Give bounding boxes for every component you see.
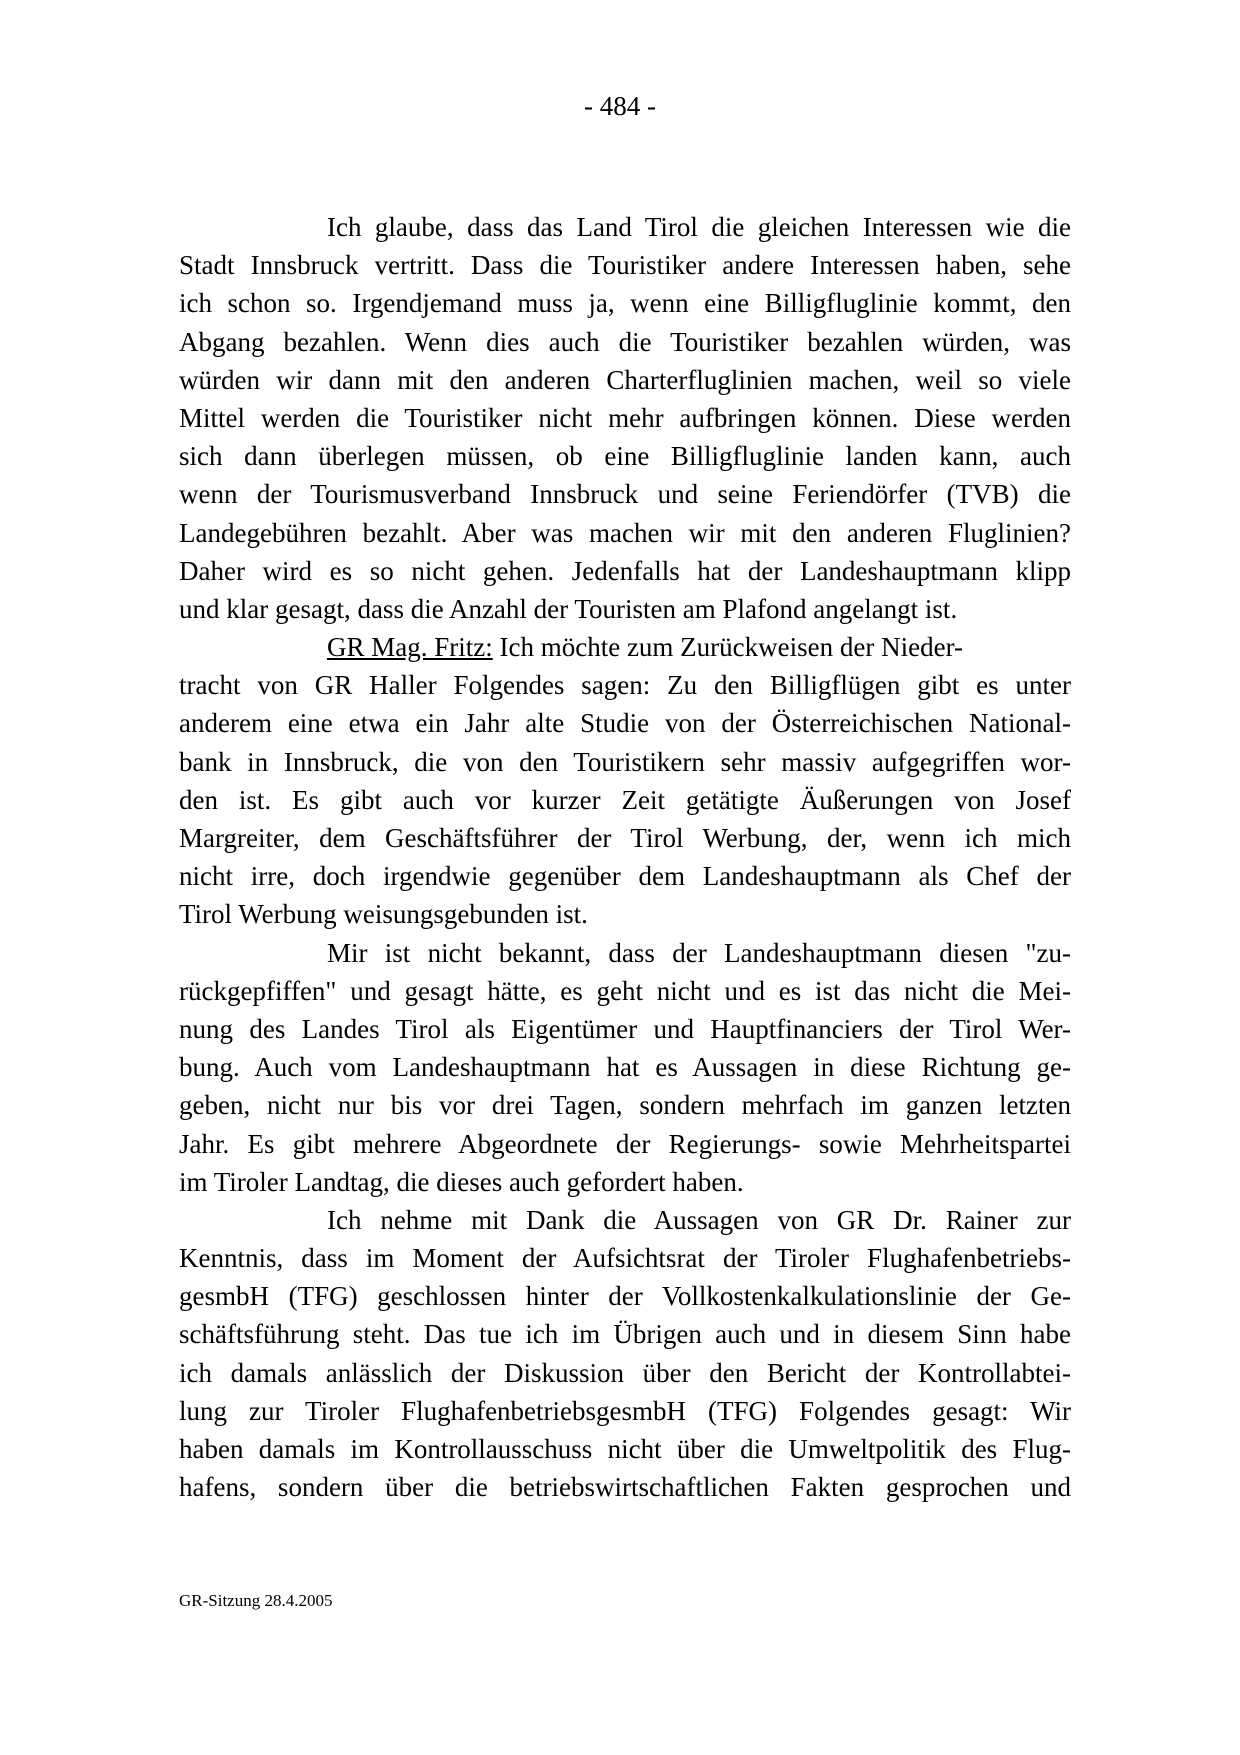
text-line: geben, nicht nur bis vor drei Tagen, sondern mehrfach im ganzen letzten bbox=[179, 1090, 1071, 1121]
page-footer: GR-Sitzung 28.4.2005 bbox=[179, 1591, 333, 1610]
text-line: bank in Innsbruck, die von den Touristikern sehr massiv aufgegriffen wor- bbox=[179, 746, 1071, 777]
text-line: ich schon so. Irgendjemand muss ja, wenn eine Billigfluglinie kommt, den bbox=[179, 288, 1071, 319]
text-line: nicht irre, doch irgendwie gegenüber dem Landeshauptmann als Chef der bbox=[179, 861, 1071, 892]
page-number: - 484 - bbox=[584, 91, 656, 121]
text-line: den ist. Es gibt auch vor kurzer Zeit getätigte Äußerungen von Josef bbox=[179, 784, 1071, 815]
text-line: gesmbH (TFG) geschlossen hinter der Vollkostenkalkulationslinie der Ge- bbox=[179, 1281, 1071, 1312]
text-line: nung des Landes Tirol als Eigentümer und Hauptfinanciers der Tirol Wer- bbox=[179, 1013, 1071, 1044]
text-line: Tirol Werbung weisungsgebunden ist. bbox=[179, 899, 588, 930]
text-line: bung. Auch vom Landeshauptmann hat es Aussagen in diese Richtung ge- bbox=[179, 1052, 1071, 1083]
text-line: Mir ist nicht bekannt, dass der Landeshauptmann diesen "zu- bbox=[327, 937, 1071, 968]
text-line: Kenntnis, dass im Moment der Aufsichtsrat der Tiroler Flughafenbetriebs- bbox=[179, 1243, 1071, 1274]
text-line: Stadt Innsbruck vertritt. Dass die Touristiker andere Interessen haben, sehe bbox=[179, 250, 1071, 281]
speaker-name: GR Mag. Fritz: bbox=[327, 632, 493, 663]
text-line: würden wir dann mit den anderen Charterfluglinien machen, weil so viele bbox=[179, 364, 1071, 395]
paragraph-1 bbox=[179, 208, 1071, 628]
text-line: schäftsführung steht. Das tue ich im Übrigen auch und in diesem Sinn habe bbox=[179, 1319, 1071, 1350]
text-line: ich damals anlässlich der Diskussion über den Bericht der Kontrollabtei- bbox=[179, 1357, 1071, 1388]
text-line: Margreiter, dem Geschäftsführer der Tirol Werbung, der, wenn ich mich bbox=[179, 823, 1071, 853]
text-line: haben damals im Kontrollausschuss nicht über die Umweltpolitik des Flug- bbox=[179, 1434, 1071, 1464]
text-line: Mittel werden die Touristiker nicht mehr aufbringen können. Diese werden bbox=[179, 402, 1071, 433]
text-line: Ich nehme mit Dank die Aussagen von GR Dr. Rainer zur bbox=[327, 1204, 1071, 1235]
text-line: sich dann überlegen müssen, ob eine Billigfluglinie landen kann, auch bbox=[179, 441, 1071, 472]
text-line: hafens, sondern über die betriebswirtschaftlichen Fakten gesprochen und bbox=[179, 1472, 1071, 1503]
text-line: und klar gesagt, dass die Anzahl der Touristen am Plafond angelangt ist. bbox=[179, 593, 958, 624]
paragraph-3 bbox=[179, 934, 1071, 1201]
text-line: lung zur Tiroler FlughafenbetriebsgesmbH (TFG) Folgendes gesagt: Wir bbox=[179, 1395, 1071, 1426]
paragraph-2 bbox=[179, 628, 1071, 934]
speaker-line-text: Ich möchte zum Zurückweisen der Nieder- bbox=[492, 632, 964, 663]
paragraph-4 bbox=[179, 1201, 1071, 1507]
text-line: rückgepfiffen" und gesagt hätte, es geht nicht und es ist das nicht die Mei- bbox=[179, 975, 1071, 1006]
speaker-line bbox=[179, 628, 1071, 666]
text-line: tracht von GR Haller Folgendes sagen: Zu den Billigflügen gibt es unter bbox=[179, 670, 1071, 701]
text-line: im Tiroler Landtag, die dieses auch gefordert haben. bbox=[179, 1166, 744, 1197]
text-line: Jahr. Es gibt mehrere Abgeordnete der Regierungs- sowie Mehrheitspartei bbox=[179, 1128, 1071, 1159]
text-line: Ich glaube, dass das Land Tirol die gleichen Interessen wie die bbox=[327, 212, 1071, 242]
text-line: Daher wird es so nicht gehen. Jedenfalls hat der Landeshauptmann klipp bbox=[179, 555, 1071, 586]
document-body bbox=[179, 208, 1071, 1506]
text-line: anderem eine etwa ein Jahr alte Studie von der Österreichischen National- bbox=[179, 708, 1071, 739]
text-line: Landegebühren bezahlt. Aber was machen wir mit den anderen Fluglinien? bbox=[179, 517, 1071, 548]
text-line: wenn der Tourismusverband Innsbruck und seine Feriendörfer (TVB) die bbox=[179, 479, 1071, 510]
text-line: Abgang bezahlen. Wenn dies auch die Touristiker bezahlen würden, was bbox=[179, 326, 1071, 357]
